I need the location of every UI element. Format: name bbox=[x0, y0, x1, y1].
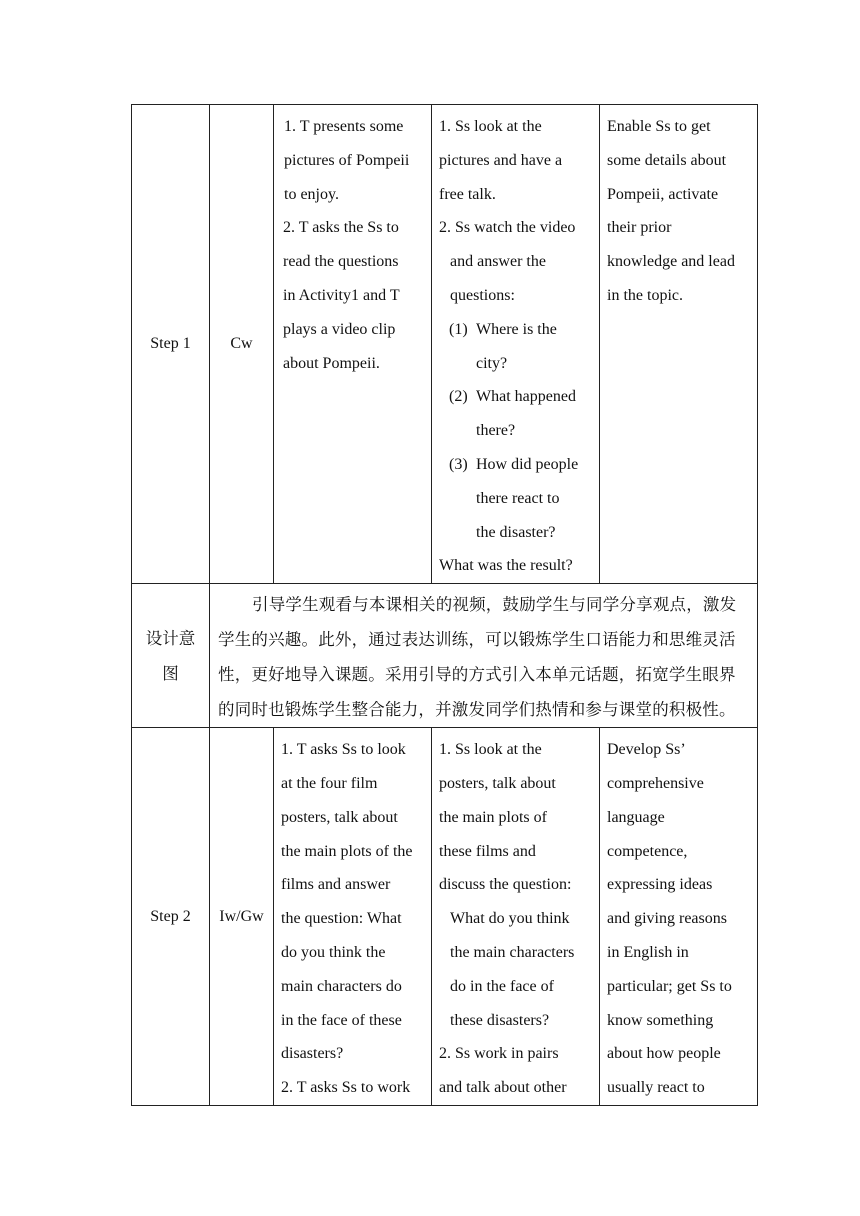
step2-mode-cell bbox=[210, 728, 274, 1106]
text-line: there? bbox=[476, 422, 516, 440]
text-line: 1. Ss look at the bbox=[439, 118, 542, 135]
text-line: comprehensive bbox=[607, 774, 704, 792]
text-line: city? bbox=[476, 354, 508, 372]
text-line: these disasters? bbox=[450, 1011, 550, 1029]
text-line: free talk. bbox=[439, 185, 496, 203]
question-number: (1) bbox=[449, 320, 468, 338]
text-line: 引导学生观看与本课相关的视频，鼓励学生与同学分享观点，激发 bbox=[252, 595, 737, 615]
text-line: in the topic. bbox=[607, 286, 683, 304]
text-line: about how people bbox=[607, 1045, 721, 1063]
step2-label: Step 2 bbox=[150, 907, 191, 925]
text-line: and giving reasons bbox=[607, 910, 727, 928]
text-line: 学生的兴趣。此外，通过表达训练，可以锻炼学生口语能力和思维灵活 bbox=[218, 630, 736, 650]
question-item bbox=[439, 448, 595, 549]
step1-row bbox=[132, 105, 758, 584]
text-line: usually react to bbox=[607, 1079, 705, 1097]
design-intent-label: 图 bbox=[162, 663, 179, 683]
text-line: their prior bbox=[607, 219, 672, 237]
text-line: plays a video clip bbox=[283, 320, 396, 338]
step2-mode: Iw/Gw bbox=[219, 907, 264, 925]
text-line: discuss the question: bbox=[439, 876, 572, 894]
step1-mode: Cw bbox=[230, 335, 253, 353]
text-line: the question: What bbox=[281, 910, 402, 928]
text-line: 性，更好地导入课题。采用引导的方式引入本单元话题，拓宽学生眼界 bbox=[218, 665, 736, 685]
text-line: pictures of Pompeii bbox=[284, 151, 410, 169]
text-line: 的同时也锻炼学生整合能力，并激发同学们热情和参与课堂的积极性。 bbox=[218, 700, 736, 720]
text-line: there react to bbox=[476, 489, 560, 507]
text-line: expressing ideas bbox=[607, 876, 713, 894]
text-line: 2. T asks Ss to work bbox=[281, 1079, 411, 1097]
question-item bbox=[439, 380, 595, 448]
text-line: Where is the bbox=[476, 320, 557, 338]
text-line: the main plots of the bbox=[281, 842, 413, 860]
step1-purpose-cell bbox=[600, 105, 758, 584]
question-item bbox=[439, 313, 595, 381]
text-line: What happened bbox=[476, 388, 576, 406]
text-line: at the four film bbox=[281, 774, 378, 792]
text-line: What was the result? bbox=[439, 557, 573, 575]
text-line: in English in bbox=[607, 943, 689, 961]
step1-teacher-cell bbox=[274, 105, 432, 584]
text-line: 2. T asks the Ss to bbox=[283, 219, 399, 237]
text-line: disasters? bbox=[281, 1045, 344, 1063]
text-line: pictures and have a bbox=[439, 151, 563, 169]
text-line: the main plots of bbox=[439, 808, 547, 826]
text-line: know something bbox=[607, 1011, 714, 1029]
text-line: 1. T presents some bbox=[284, 118, 404, 135]
text-line: Develop Ss’ bbox=[607, 741, 686, 759]
text-line: 1. Ss look at the bbox=[439, 741, 542, 759]
step2-purpose-cell bbox=[600, 728, 758, 1106]
text-line: to enjoy. bbox=[284, 185, 339, 203]
text-line: about Pompeii. bbox=[283, 354, 380, 372]
text-line: Enable Ss to get bbox=[607, 118, 711, 135]
text-line: these films and bbox=[439, 842, 536, 860]
text-line: What do you think bbox=[450, 910, 570, 928]
lesson-plan-table bbox=[131, 104, 758, 1106]
text-line: the disaster? bbox=[476, 523, 556, 541]
text-line: in Activity1 and T bbox=[283, 286, 400, 304]
text-line: main characters do bbox=[281, 977, 402, 995]
step2-students-cell bbox=[432, 728, 600, 1106]
text-line: in the face of these bbox=[281, 1011, 402, 1029]
design-intent-row bbox=[132, 584, 758, 728]
text-line: posters, talk about bbox=[281, 808, 398, 826]
design-intent-label: 设计意 bbox=[145, 628, 196, 648]
text-line: How did people bbox=[476, 455, 579, 473]
text-line: some details about bbox=[607, 151, 727, 169]
step1-label: Step 1 bbox=[150, 335, 191, 353]
text-line: do you think the bbox=[281, 943, 386, 961]
text-line: 2. Ss watch the video bbox=[439, 219, 576, 237]
step1-label-cell bbox=[132, 105, 210, 584]
text-line: particular; get Ss to bbox=[607, 977, 732, 995]
text-line: and talk about other bbox=[439, 1079, 567, 1097]
step2-row bbox=[132, 728, 758, 1106]
step1-students-cell bbox=[432, 105, 600, 584]
text-line: read the questions bbox=[283, 253, 399, 271]
text-line: competence, bbox=[607, 842, 688, 860]
step1-mode-cell bbox=[210, 105, 274, 584]
text-line: language bbox=[607, 808, 665, 826]
text-line: Pompeii, activate bbox=[607, 185, 719, 203]
design-intent-label-cell bbox=[132, 584, 210, 728]
step2-teacher-cell bbox=[274, 728, 432, 1106]
text-line: films and answer bbox=[281, 876, 391, 894]
design-intent-text-cell bbox=[210, 584, 758, 728]
text-line: knowledge and lead bbox=[607, 253, 735, 271]
question-number: (3) bbox=[449, 455, 468, 473]
text-line: and answer the bbox=[450, 253, 546, 271]
text-line: do in the face of bbox=[450, 977, 554, 995]
text-line: 1. T asks Ss to look bbox=[281, 741, 406, 759]
text-line: the main characters bbox=[450, 943, 575, 961]
step2-label-cell bbox=[132, 728, 210, 1106]
text-line: questions: bbox=[450, 286, 515, 304]
question-number: (2) bbox=[449, 388, 468, 406]
text-line: 2. Ss work in pairs bbox=[439, 1045, 559, 1063]
text-line: posters, talk about bbox=[439, 774, 556, 792]
